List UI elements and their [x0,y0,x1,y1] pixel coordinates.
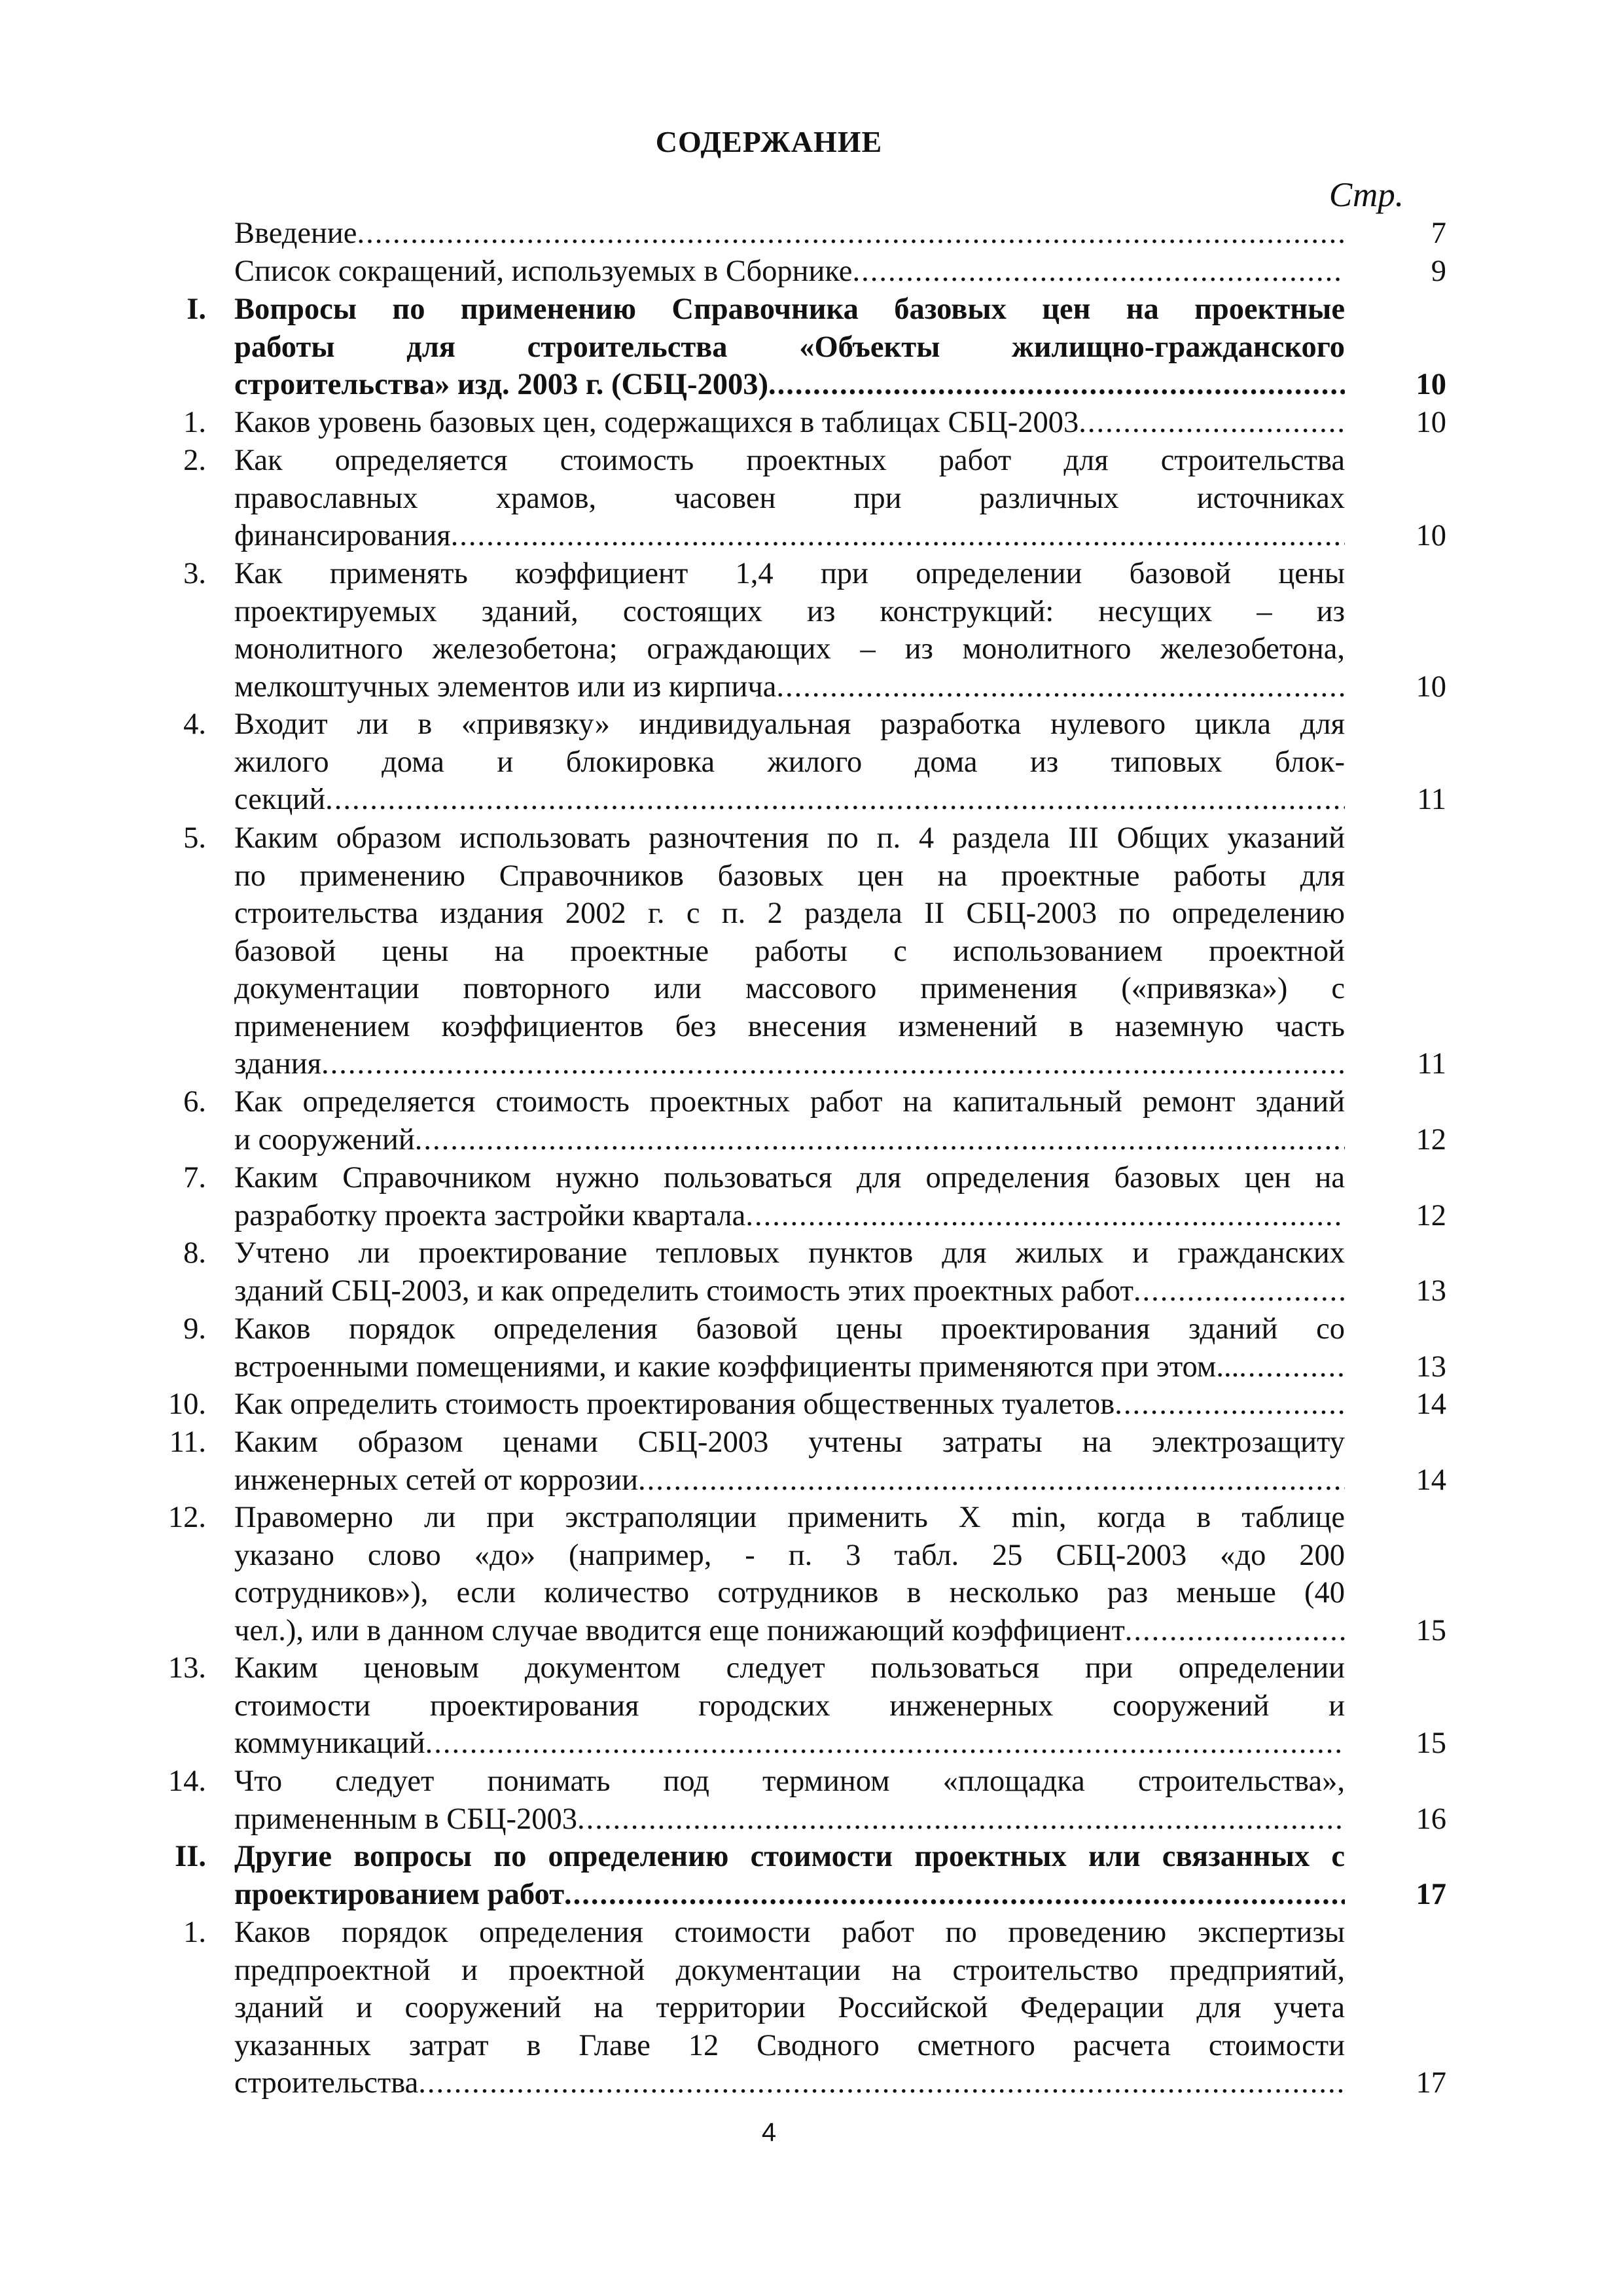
toc-entry-title [234,819,1345,1083]
dot-leader [745,1197,1345,1235]
page-number-footer: 4 [761,2118,777,2147]
toc-entry-number: 13. [168,1651,206,1685]
dot-leader [1133,1272,1345,1310]
toc-entry-line: разработку проекта застройки квартала ..... [234,1197,1345,1235]
toc-entry-number: 1. [183,1916,206,1949]
dot-leader [577,1801,1345,1839]
toc-entry-line: Входит ли в «привязку» индивидуальная разработка нулевого цикла для [234,708,1345,741]
toc-entry-number: 10. [168,1388,206,1421]
toc-entry-line: базовой цены на проектные работы с использованием проектной [234,934,1345,968]
toc-entry-page: 12 [1416,1198,1446,1232]
dot-leader [321,1045,1345,1083]
toc-entry-line: зданий СБЦ-2003, и как определить стоимость этих проектных работ ..... [234,1272,1345,1310]
dot-leader [425,1725,1345,1763]
toc-entry-line: встроенными помещениями, и какие коэффициенты применяются при этом... ..... [234,1348,1345,1386]
toc-entry-number: 5. [183,821,206,855]
toc-entry-title [234,442,1345,555]
toc-entry-line: и сооружений ..... [234,1121,1345,1159]
toc-entry-line: коммуникаций ..... [234,1725,1345,1763]
toc-entry-title [234,291,1345,404]
toc-entry-title [234,1386,1345,1424]
toc-entry-title [234,215,1345,253]
toc-entry-page: 11 [1417,783,1446,816]
toc-entry-page: 16 [1416,1802,1446,1836]
toc-entry-number: 6. [183,1085,206,1119]
toc-entry-line: финансирования ..... [234,517,1345,555]
toc-entry-line: Каким образом использовать разночтения по п. 4 раздела III Общих указаний [234,821,1345,855]
toc-entry-page: 10 [1416,670,1446,704]
toc-entry-page: 10 [1416,519,1446,552]
toc-entry-number: 14. [168,1765,206,1798]
toc-entry-line: Каким образом ценами СБЦ-2003 учтены затраты на электрозащиту [234,1426,1345,1459]
toc-entry-line: монолитного железобетона; ограждающих – из монолитного железобетона, [234,632,1345,666]
toc-entry-line: Что следует понимать под термином «площадка строительства», [234,1765,1345,1798]
toc-entry-page: 10 [1416,406,1446,439]
toc-entry-line: Как определяется стоимость проектных работ на капитальный ремонт зданий [234,1085,1345,1119]
toc-entry-title [234,1499,1345,1649]
toc-entry-line: секций ..... [234,781,1345,819]
toc-entry-number: 9. [183,1312,206,1346]
toc-entry-page: 17 [1416,1877,1446,1911]
dot-leader [852,253,1345,291]
toc-entry-line: православных храмов, часовен при различных источниках [234,481,1345,515]
toc-entry-line: сотрудников»), если количество сотрудников в несколько раз меньше (40 [234,1576,1345,1609]
dot-leader [776,668,1345,706]
dot-leader [1079,404,1345,442]
dot-leader [418,2064,1345,2102]
toc-entry-line: Каким Справочником нужно пользоваться для определения базовых цен на [234,1161,1345,1194]
toc-entry-line: документации повторного или массового применения («привязка») с [234,972,1345,1005]
toc-entry-page: 12 [1416,1122,1446,1157]
toc-entry-line: работы для строительства «Объекты жилищно-гражданского [234,330,1345,364]
toc-entry-title [234,706,1345,819]
toc-entry-page: 14 [1416,1388,1446,1421]
toc-entry-line: строительства» изд. 2003 г. (СБЦ-2003) ..... [234,366,1345,404]
toc-entry-number: II. [175,1840,206,1873]
toc-entry-line: проектированием работ ..... [234,1876,1345,1914]
toc-entry-line: Каков порядок определения стоимости работ по проведению экспертизы [234,1916,1345,1949]
page-title: СОДЕРЖАНИЕ [655,125,883,158]
toc-entry-line: здания ..... [234,1045,1345,1083]
dot-leader [415,1121,1345,1159]
toc-entry-line: Каков порядок определения базовой цены проектирования зданий со [234,1312,1345,1346]
toc-entry-line: предпроектной и проектной документации на строительство предприятий, [234,1953,1345,1987]
toc-entry-line: Как определить стоимость проектирования общественных туалетов ..... [234,1386,1345,1424]
toc-entry-number: 3. [183,557,206,590]
toc-entry-title [234,1649,1345,1763]
toc-entry-number: 1. [183,406,206,439]
dot-leader [638,1462,1345,1499]
dot-leader [564,1876,1345,1914]
toc-entry-line: по применению Справочников базовых цен на проектные работы для [234,859,1345,893]
toc-entry-page: 10 [1416,368,1446,401]
toc-entry-number: 11. [169,1426,206,1459]
toc-entry-page: 13 [1416,1274,1446,1308]
toc-entry-number: 4. [183,708,206,741]
toc-entry-number: 12. [168,1501,206,1534]
toc-entry-title [234,1914,1345,2102]
toc-entry-page: 11 [1417,1047,1446,1081]
toc-entry-number: I. [187,293,206,326]
toc-entry-line: инженерных сетей от коррозии ..... [234,1462,1345,1499]
toc-entry-page: 15 [1416,1613,1446,1647]
toc-entry-title [234,1838,1345,1913]
toc-entry-number: 8. [183,1236,206,1270]
toc-entry-line: жилого дома и блокировка жилого дома из типовых блок- [234,745,1345,779]
toc-entry-title [234,1763,1345,1838]
toc-entry-page: 14 [1416,1463,1446,1497]
toc-entry-line: Список сокращений, используемых в Сборнике ..... [234,253,1345,291]
toc-entry-title [234,1310,1345,1386]
toc-entry-title [234,555,1345,706]
toc-entry-line: Как применять коэффициент 1,4 при определении базовой цены [234,557,1345,590]
toc-entry-line: Правомерно ли при экстраполяции применить X min, когда в таблице [234,1501,1345,1534]
dot-leader [1115,1386,1345,1424]
toc-entry-line: Введение ..... [234,215,1345,253]
dot-leader [1239,1348,1345,1386]
dot-leader [325,781,1345,819]
toc-entry-line: Учтено ли проектирование тепловых пунктов для жилых и гражданских [234,1236,1345,1270]
toc-entry-line: Вопросы по применению Справочника базовых цен на проектные [234,293,1345,326]
dot-leader [451,517,1345,555]
toc-entry-title [234,1159,1345,1234]
toc-entry-number: 7. [183,1161,206,1194]
toc-entry-line: Каков уровень базовых цен, содержащихся в таблицах СБЦ-2003 ..... [234,404,1345,442]
toc-entry-line: указанных затрат в Главе 12 Сводного сметного расчета стоимости [234,2028,1345,2062]
toc-entry-page: 15 [1416,1727,1446,1760]
toc-entry-page: 7 [1431,217,1446,250]
toc-entry-page: 17 [1416,2066,1446,2100]
toc-entry-line: применением коэффициентов без внесения изменений в наземную часть [234,1009,1345,1043]
toc-entry-line: зданий и сооружений на территории Российской Федерации для учета [234,1991,1345,2024]
toc-entry-line: мелкоштучных элементов или из кирпича ..... [234,668,1345,706]
dot-leader [357,215,1345,253]
toc-entry-title [234,1424,1345,1499]
toc-entry-line: примененным в СБЦ-2003 ..... [234,1801,1345,1839]
toc-entry-title [234,1234,1345,1310]
toc-entry-title [234,1083,1345,1158]
dot-leader [768,366,1345,404]
toc-entry-page: 13 [1416,1350,1446,1384]
toc-entry-line: Другие вопросы по определению стоимости проектных или связанных с [234,1840,1345,1873]
toc-entry-page: 9 [1431,255,1446,288]
dot-leader [1125,1612,1345,1650]
toc-entry-line: строительства издания 2002 г. с п. 2 раздела II СБЦ-2003 по определению [234,897,1345,930]
toc-entry-line: Каким ценовым документом следует пользоваться при определении [234,1651,1345,1685]
toc-entry-line: проектируемых зданий, состоящих из конструкций: несущих – из [234,594,1345,628]
toc-entry-title [234,404,1345,442]
toc-entry-line: стоимости проектирования городских инженерных сооружений и [234,1689,1345,1723]
toc-entry-number: 2. [183,444,206,477]
toc-entry-line: Как определяется стоимость проектных работ для строительства [234,444,1345,477]
toc-entry-title [234,253,1345,291]
toc-entry-line: чел.), или в данном случае вводится еще понижающий коэффициент ..... [234,1612,1345,1650]
toc-entry-line: строительства ..... [234,2064,1345,2102]
page-column-label: Стр. [1329,176,1404,214]
toc-entry-line: указано слово «до» (например, - п. 3 табл. 25 СБЦ-2003 «до 200 [234,1538,1345,1572]
